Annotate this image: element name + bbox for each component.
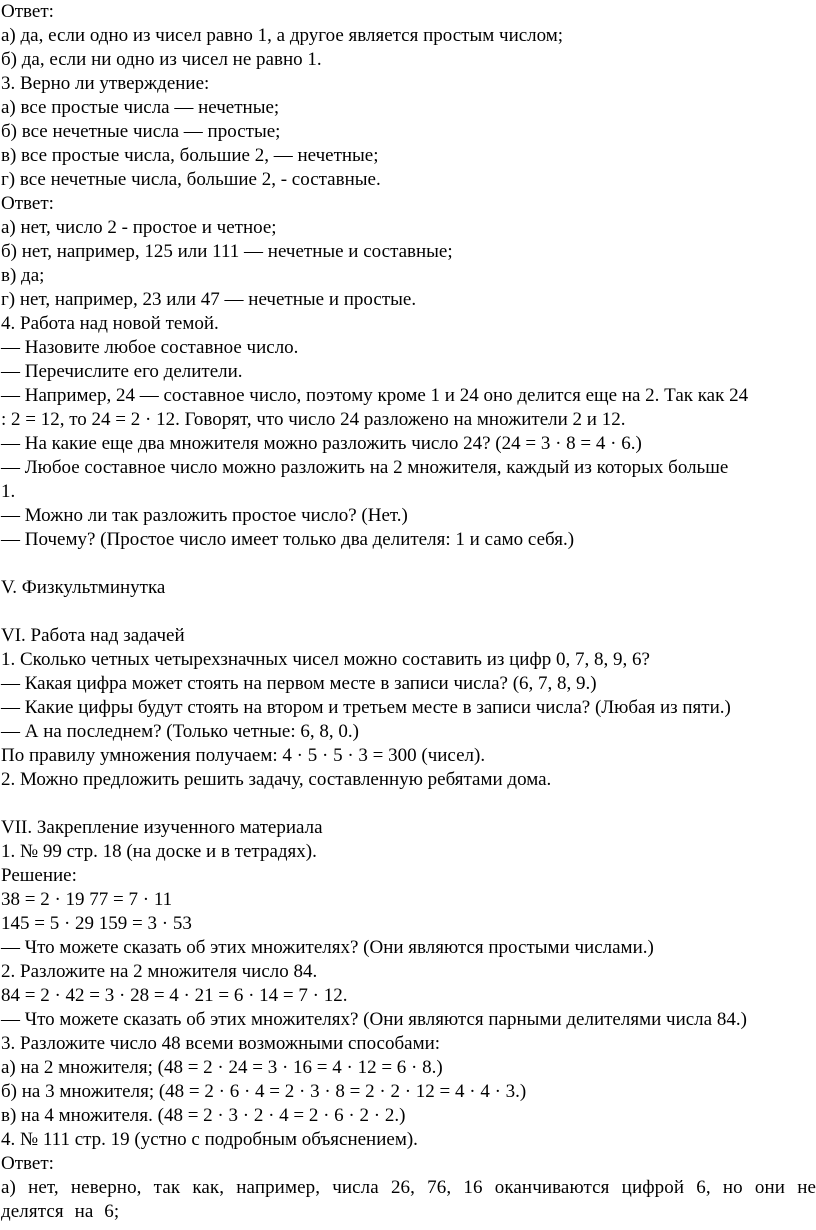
text-line: — Что можете сказать об этих множителях? (Они являются парными делителями числа 84.) (1, 1009, 747, 1030)
text-line: б) все нечетные числа — простые; (1, 121, 281, 142)
text-line: Ответ: (1, 1153, 54, 1174)
text-line: в) да; (1, 265, 45, 286)
text-line: 1. № 99 стр. 18 (на доске и в тетрадях). (1, 841, 317, 862)
text-line: Ответ: (1, 1, 54, 22)
text-line: — Что можете сказать об этих множителях? (Они являются простыми числами.) (1, 937, 654, 958)
text-line: в) все простые числа, большие 2, — нечетные; (1, 145, 379, 166)
section-heading: VI. Работа над задачей (1, 625, 185, 646)
text-line: 2. Разложите на 2 множителя число 84. (1, 961, 318, 982)
text-line: Ответ: (1, 193, 54, 214)
blank-line (1, 792, 816, 816)
text-line: : 2 = 12, то 24 = 2 · 12. Говорят, что число 24 разложено на множители 2 и 12. (1, 409, 626, 430)
text-line: г) все нечетные числа, большие 2, - составные. (1, 169, 381, 190)
section-heading: 4. Работа над новой темой. (1, 313, 219, 334)
text-line: 84 = 2 · 42 = 3 · 28 = 4 · 21 = 6 · 14 = 7 · 12. (1, 985, 348, 1006)
text-line: б) нет, например, 125 или 111 — нечетные и составные; (1, 241, 453, 262)
text-line: б) да, если ни одно из чисел не равно 1. (1, 49, 322, 70)
text-line: Решение: (1, 865, 77, 886)
text-line: а) все простые числа — нечетные; (1, 97, 280, 118)
text-line: — А на последнем? (Только четные: 6, 8, 0.) (1, 721, 359, 742)
text-line: 3. Разложите число 48 всеми возможными способами: (1, 1033, 441, 1054)
text-line: — Назовите любое составное число. (1, 337, 299, 358)
text-line: а) да, если одно из чисел равно 1, а другое является простым числом; (1, 25, 564, 46)
text-line: По правилу умножения получаем: 4 · 5 · 5 · 3 = 300 (чисел). (1, 745, 486, 766)
text-line: 1. (1, 481, 16, 502)
text-line: 3. Верно ли утверждение: (1, 73, 210, 94)
text-line: г) нет, например, 23 или 47 — нечетные и простые. (1, 289, 417, 310)
section-heading: VII. Закрепление изученного материала (1, 817, 323, 838)
text-line: — Можно ли так разложить простое число? (Нет.) (1, 505, 408, 526)
text-line: — Например, 24 — составное число, поэтому кроме 1 и 24 оно делится еще на 2. Так как 24 (1, 385, 749, 406)
text-line: — Какая цифра может стоять на первом месте в записи числа? (6, 7, 8, 9.) (1, 673, 597, 694)
blank-line (1, 552, 816, 576)
section-heading: V. Физкультминутка (1, 577, 166, 598)
blank-line (1, 600, 816, 624)
text-line: 1. Сколько четных четырехзначных чисел можно составить из цифр 0, 7, 8, 9, 6? (1, 649, 650, 670)
text-line: — Какие цифры будут стоять на втором и третьем месте в записи числа? (Любая из пяти.) (1, 697, 731, 718)
text-line: а) нет, число 2 - простое и четное; (1, 217, 277, 238)
text-line: в) на 4 множителя. (48 = 2 · 3 · 2 · 4 = 2 · 6 · 2 · 2.) (1, 1105, 406, 1126)
text-line: 145 = 5 · 29 159 = 3 · 53 (1, 913, 192, 934)
text-line: 2. Можно предложить решить задачу, составленную ребятами дома. (1, 769, 552, 790)
text-line: б) на 3 множителя; (48 = 2 · 6 · 4 = 2 · 3 · 8 = 2 · 2 · 12 = 4 · 4 · 3.) (1, 1081, 527, 1102)
text-line: — Перечислите его делители. (1, 361, 243, 382)
text-line: — Почему? (Простое число имеет только два делителя: 1 и само себя.) (1, 529, 575, 550)
text-line: — Любое составное число можно разложить на 2 множителя, каждый из которых больше (1, 457, 729, 478)
text-line: а) на 2 множителя; (48 = 2 · 24 = 3 · 16 = 4 · 12 = 6 · 8.) (1, 1057, 443, 1078)
text-line: — На какие еще два множителя можно разложить число 24? (24 = 3 · 8 = 4 · 6.) (1, 433, 642, 454)
text-line: 38 = 2 · 19 77 = 7 · 11 (1, 889, 173, 910)
text-paragraph: а) нет, неверно, так как, например, числа 26, 76, 16 оканчиваются цифрой 6, но они не делятся на 6; (1, 1177, 816, 1222)
text-line: 4. № 111 стр. 19 (устно с подробным объяснением). (1, 1129, 418, 1150)
